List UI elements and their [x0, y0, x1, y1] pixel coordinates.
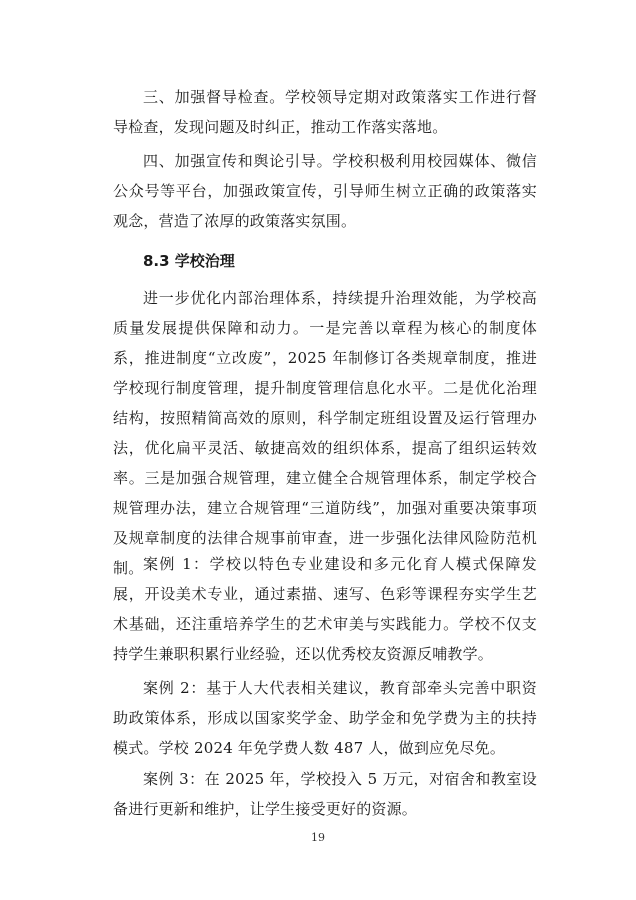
section-heading: 8.3 学校治理 [143, 252, 235, 270]
paragraph-case-1: 案例 1：学校以特色专业建设和多元化育人模式保障发展，开设美术专业，通过素描、速写、色彩等课程夯实学生艺术基础，还注重培养学生的艺术审美与实践能力。学校不仅支持学生兼职积累行业经验，还以优秀校友资源反哺教学。 [113, 555, 537, 663]
page-number: 19 [311, 831, 325, 844]
paragraph-supervision: 三、加强督导检查。学校领导定期对政策落实工作进行督导检查，发现问题及时纠正，推动工作落实落地。 [113, 88, 537, 136]
paragraph-case-2: 案例 2：基于人大代表相关建议，教育部牵头完善中职资助政策体系，形成以国家奖学金、助学金和免学费为主的扶持模式。学校 2024 年免学费人数 487 人，做到应免尽免。 [113, 679, 537, 757]
paragraph-case-3: 案例 3：在 2025 年，学校投入 5 万元，对宿舍和教室设备进行更新和维护，让学生接受更好的资源。 [113, 770, 537, 818]
paragraph-publicity: 四、加强宣传和舆论引导。学校积极利用校园媒体、微信公众号等平台，加强政策宣传，引导师生树立正确的政策落实观念，营造了浓厚的政策落实氛围。 [113, 152, 537, 230]
paragraph-governance: 进一步优化内部治理体系，持续提升治理效能，为学校高质量发展提供保障和动力。一是完善以章程为核心的制度体系，推进制度“立改废”，2025 年制修订各类规章制度，推进学校现行制度管理，提升制度管理信息化水平。二是优化治理结构，按照精简高效的原则，科学制定班组设置及运行管理办法，优化扁平灵活、敏捷高效的组织体系，提高了组织运转效率。三是加强合规管理，建立健全合规管理体系，制定学校合规管理办法，建立合规管理“三道防线”，加强对重要决策事项及规章制度的法律合规事前审查，进一步强化法律风险防范机制。 [113, 289, 537, 577]
